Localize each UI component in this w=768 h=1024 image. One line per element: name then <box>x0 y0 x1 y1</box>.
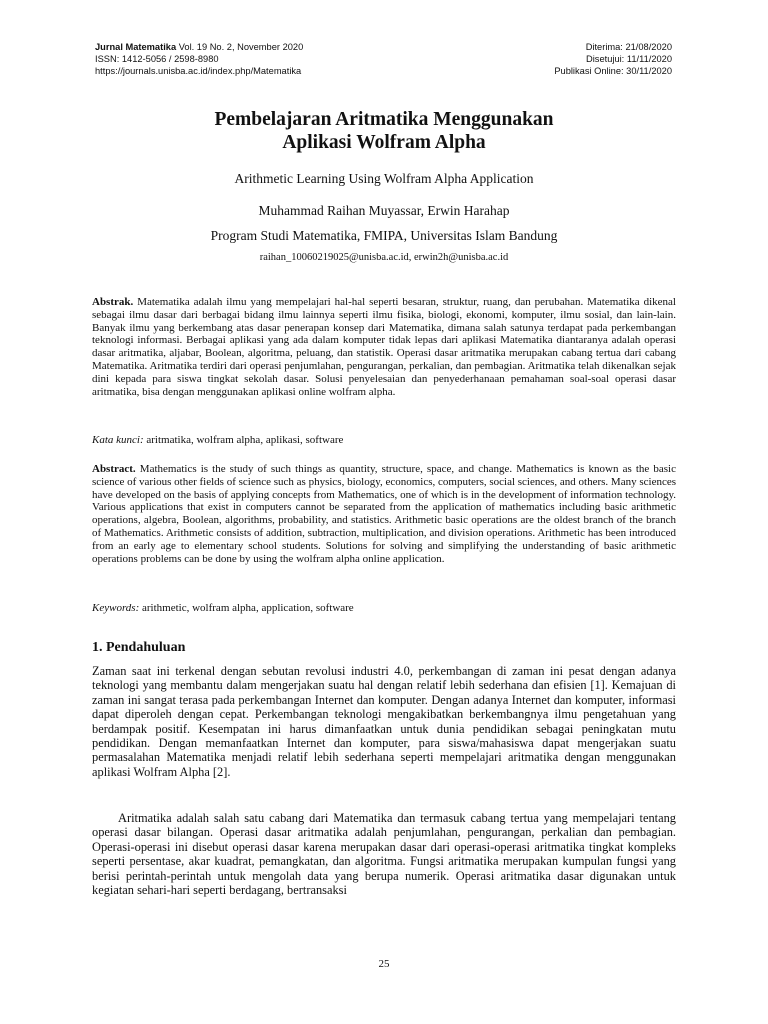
title-line-2: Aplikasi Wolfram Alpha <box>282 131 486 153</box>
paper-title <box>0 109 768 154</box>
page-number: 25 <box>378 958 390 970</box>
journal-url[interactable]: https://journals.unisba.ac.id/index.php/Matematika <box>95 65 302 76</box>
keywords-id-label: Kata kunci: <box>92 434 144 446</box>
abstract-id-label: Abstrak. <box>92 296 134 308</box>
author-emails: raihan_10060219025@unisba.ac.id, erwin2h@unisba.ac.id <box>259 252 509 263</box>
abstract-indonesian <box>92 296 676 398</box>
journal-volume: Vol. 19 No. 2, November 2020 <box>176 42 304 52</box>
accepted-date: Disetujui: 11/11/2020 <box>586 53 672 64</box>
keywords-en-label: Keywords: <box>92 602 140 614</box>
journal-name: Jurnal Matematika <box>95 42 177 52</box>
published-date: Publikasi Online: 30/11/2020 <box>554 65 672 76</box>
keywords-indonesian <box>92 434 676 446</box>
affiliation: Program Studi Matematika, FMIPA, Universitas Islam Bandung <box>210 228 558 243</box>
received-date: Diterima: 21/08/2020 <box>585 42 672 52</box>
body-paragraph-2: Aritmatika adalah salah satu cabang dari Matematika dan termasuk cabang tertua yang mempelajari tentang operasi dasar bilangan. Operasi dasar aritmatika adalah penjumlahan, pengurangan, perkalian dan pembagian. Operasi-operasi ini disebut operasi dasar karena merupakan dasar dari operasi-operasi aritmatika tingkat kompleks seperti persentase, akar kuadrat, pemangkatan, dan algoritma. Fungsi aritmatika merupakan kumpulan fungsi yang berisi perintah-perintah untuk mengolah data yang berupa numerik. Operasi aritmatika dasar digunakan untuk kegiatan sehari-hari seperti berdagang, bertransaksi <box>92 811 676 898</box>
body-paragraph-1: Zaman saat ini terkenal dengan sebutan revolusi industri 4.0, perkembangan di zaman ini pesat dengan adanya teknologi yang membantu dalam mengerjakan suatu hal dengan relatif lebih sederhana dan efisien [1]. Kemajuan di zaman ini sangat terasa pada perkembangan Internet dan komputer. Dengan adanya Internet dan komputer, informasi dapat diperoleh dengan cepat. Perkembangan teknologi mengakibatkan berkembangnya ilmu pengetahuan yang berdampak positif. Kesempatan ini harus dimanfaatkan untuk dunia pendidikan sebagai peningkatan mutu pendidikan. Dengan memanfaatkan Internet dan komputer, para siswa/mahasiswa dapat mengerjakan suatu permasalahan Matematika menjadi relatif lebih sederhana seperti mempelajari aritmatika dengan menggunakan aplikasi Wolfram Alpha [2]. <box>92 664 676 779</box>
title-line-1: Pembelajaran Aritmatika Menggunakan <box>214 109 554 130</box>
author-list: Muhammad Raihan Muyassar, Erwin Harahap <box>258 203 510 218</box>
abstract-en-label: Abstract. <box>92 463 136 475</box>
abstract-id-text: Matematika adalah ilmu yang mempelajari hal-hal seperti besaran, struktur, ruang, dan perubahan. Matematika dikenal sebagai ilmu dasar dari berbagai bidang ilmu lainnya seperti ilmu fisika, biologi, ekonomi, komputer, ilmu sosial, dan lain-lain. Banyak ilmu yang berkembang atas dasar penerapan konsep dari Matematika, dimana salah satunya terdapat pada perkembangan teknologi informasi. Berbagai aplikasi yang ada dalam komputer tidak lepas dari aplikasi Matematika diantaranya adalah operasi dasar aritmatika, aljabar, Boolean, algoritma, peluang, dan statistik. Operasi dasar aritmatika merupakan cabang tertua dari cabang Matematika. Aritmatika terdiri dari operasi penjumlahan, pengurangan, perkalian, dan pembagian. Aritmatika telah dikenalkan sejak dini kepada para siswa tingkat sekolah dasar. Solusi penyelesaian dan penyederhanaan pemahaman soal-soal operasi dasar aritmatika, bisa dengan menggunakan aplikasi online wolfram alpha. <box>92 296 676 398</box>
paper-subtitle: Arithmetic Learning Using Wolfram Alpha Application <box>234 171 534 186</box>
keywords-en-text: arithmetic, wolfram alpha, application, software <box>139 602 354 614</box>
keywords-id-text: aritmatika, wolfram alpha, aplikasi, software <box>143 434 344 446</box>
publication-dates <box>554 42 672 77</box>
journal-info <box>95 42 303 77</box>
abstract-en-text: Mathematics is the study of such things as quantity, structure, space, and change. Mathematics is known as the basic science of various other fields of science such as physics, biology, economics, computers, social sciences, and others. Many sciences have developed on the basis of applying concepts from Mathematics, one of which is in the development of information technology. Various applications that exist in computers cannot be separated from the application of mathematics including basic arithmetic operations, algebra, Boolean, algorithms, probability, and statistics. Arithmetic basic operations are the oldest branch of the branch of Mathematics. Arithmetic consists of addition, subtraction, multiplication, and division operations. Arithmetic has been introduced from an early age to elementary school students. Solutions for solving and simplifying the understanding of basic arithmetic operations problems can be done by using the wolfram alpha online application. <box>92 463 676 565</box>
abstract-english <box>92 463 676 565</box>
journal-issn: ISSN: 1412-5056 / 2598-8980 <box>95 53 219 64</box>
section-heading-introduction: 1. Pendahuluan <box>92 640 186 655</box>
keywords-english <box>92 602 676 614</box>
